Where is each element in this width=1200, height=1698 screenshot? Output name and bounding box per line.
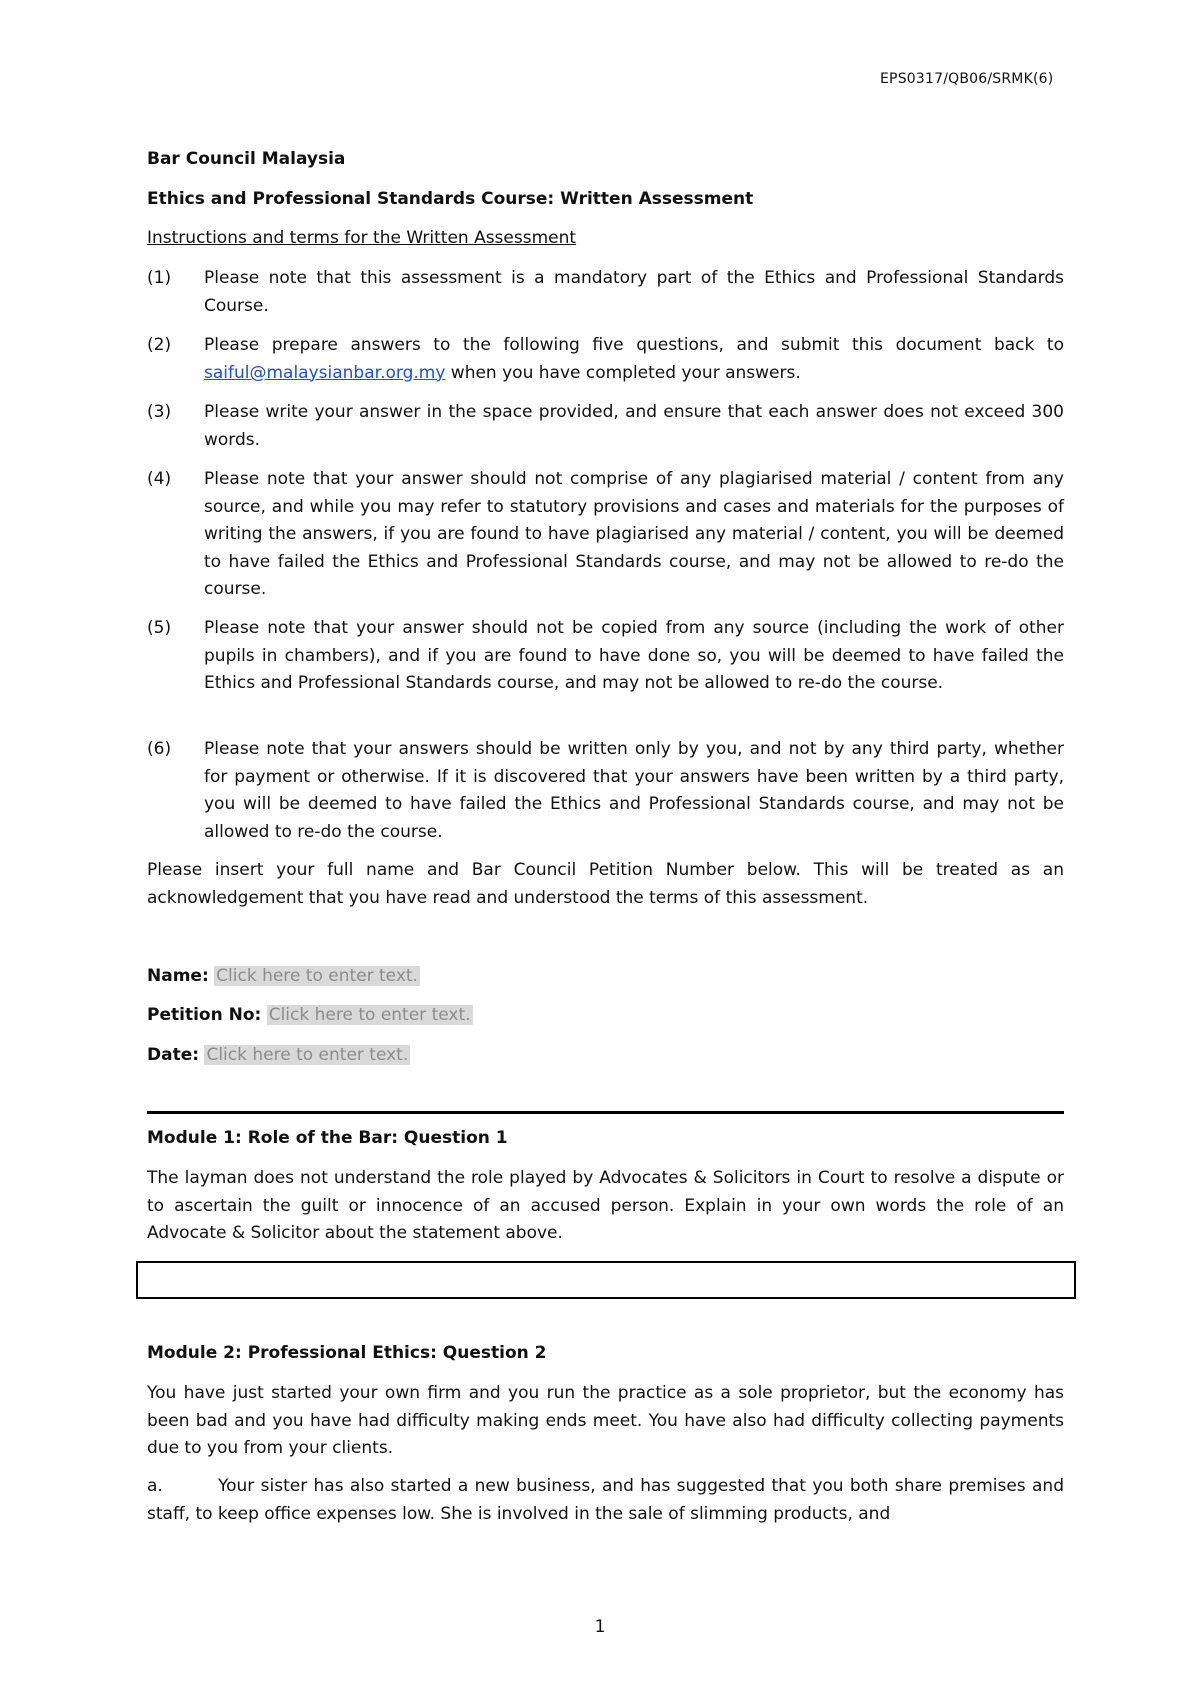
document-code: EPS0317/QB06/SRMK(6) bbox=[880, 71, 1054, 87]
petition-input[interactable]: Click here to enter text. bbox=[268, 1005, 471, 1025]
petition-label: Petition No: bbox=[147, 1005, 262, 1025]
course-title: Ethics and Professional Standards Course: Written Assessment bbox=[147, 189, 754, 209]
instruction-item-5 bbox=[147, 615, 1064, 698]
module1-heading: Module 1: Role of the Bar: Question 1 bbox=[147, 1128, 508, 1148]
item-a-text bbox=[90, 1473, 1064, 1528]
petition-field-row bbox=[147, 1002, 473, 1029]
section-divider bbox=[147, 1111, 1064, 1114]
acknowledgement-text: Please insert your full name and Bar Council Petition Number below. This will be treated as an acknowledgement that you have read and understood the terms of this assessment. bbox=[147, 860, 1064, 908]
org-title: Bar Council Malaysia bbox=[147, 149, 346, 169]
item-a-text-content: Your sister has also started a new business, and has suggested that you both share premises and staff, to keep office expenses low. She is involved in the sale of slimming products, and bbox=[147, 1476, 1064, 1524]
instructions-heading: Instructions and terms for the Written Assessment bbox=[147, 228, 577, 248]
instruction-text-after: when you have completed your answers. bbox=[445, 362, 801, 383]
instruction-item-1 bbox=[147, 265, 1064, 320]
instruction-text: Please note that your answer should not be copied from any source (including the work of other pupils in chambers), and if you are found to have done so, you will be deemed to have failed the Ethics and Professional Standards course, and may not be allowed to re-do the course. bbox=[204, 618, 1064, 693]
instruction-number: (3) bbox=[147, 402, 172, 422]
name-label: Name: bbox=[147, 966, 209, 986]
module2-heading: Module 2: Professional Ethics: Question 2 bbox=[147, 1343, 547, 1363]
instruction-item-3 bbox=[147, 399, 1064, 454]
module1-answer-box[interactable] bbox=[136, 1261, 1076, 1299]
instruction-text bbox=[204, 332, 1064, 387]
instruction-item-6 bbox=[147, 736, 1064, 846]
page-number: 1 bbox=[594, 1617, 606, 1637]
instruction-text: Please note that your answer should not comprise of any plagiarised material / content from any source, and while you may refer to statutory provisions and cases and materials for the purposes of writing the answers, if you are found to have plagiarised any material / content, you will be deemed to have failed the Ethics and Professional Standards course, and may not be allowed to re-do the course. bbox=[204, 469, 1064, 599]
date-input[interactable]: Click here to enter text. bbox=[206, 1045, 409, 1065]
instruction-item-4 bbox=[147, 466, 1064, 604]
name-input[interactable]: Click here to enter text. bbox=[216, 966, 418, 986]
module1-question: The layman does not understand the role played by Advocates & Solicitors in Court to resolve a dispute or to ascertain the guilt or innocence of an accused person. Explain in your own words the role of an Advocate & Solicitor about the statement above. bbox=[147, 1168, 1064, 1243]
instruction-number: (6) bbox=[147, 739, 172, 759]
email-link[interactable]: saiful@malaysianbar.org.my bbox=[204, 362, 446, 383]
instruction-text: Please note that this assessment is a mandatory part of the Ethics and Professional Standards Course. bbox=[204, 268, 1064, 316]
instruction-number: (2) bbox=[147, 335, 172, 355]
module2-intro: You have just started your own firm and you run the practice as a sole proprietor, but the economy has been bad and you have had difficulty making ends meet. You have also had difficulty collecting payments due to you from your clients. bbox=[147, 1383, 1064, 1458]
instruction-item-2 bbox=[147, 332, 1064, 387]
name-field-row bbox=[147, 963, 420, 990]
instruction-number: (4) bbox=[147, 469, 172, 489]
instruction-text: Please write your answer in the space provided, and ensure that each answer does not exceed 300 words. bbox=[204, 402, 1064, 450]
instruction-number: (5) bbox=[147, 618, 172, 638]
instruction-text-before: Please prepare answers to the following five questions, and submit this document back to bbox=[204, 335, 1064, 355]
instruction-number: (1) bbox=[147, 268, 172, 288]
instruction-text: Please note that your answers should be written only by you, and not by any third party, whether for payment or otherwise. If it is discovered that your answers have been written by a third party, you will be deemed to have failed the Ethics and Professional Standards course, and may not be allowed to re-do the course. bbox=[204, 739, 1064, 842]
module2-item-a bbox=[147, 1473, 1064, 1528]
date-label: Date: bbox=[147, 1045, 200, 1065]
item-a-label: a. bbox=[147, 1476, 163, 1496]
date-field-row bbox=[147, 1042, 410, 1069]
